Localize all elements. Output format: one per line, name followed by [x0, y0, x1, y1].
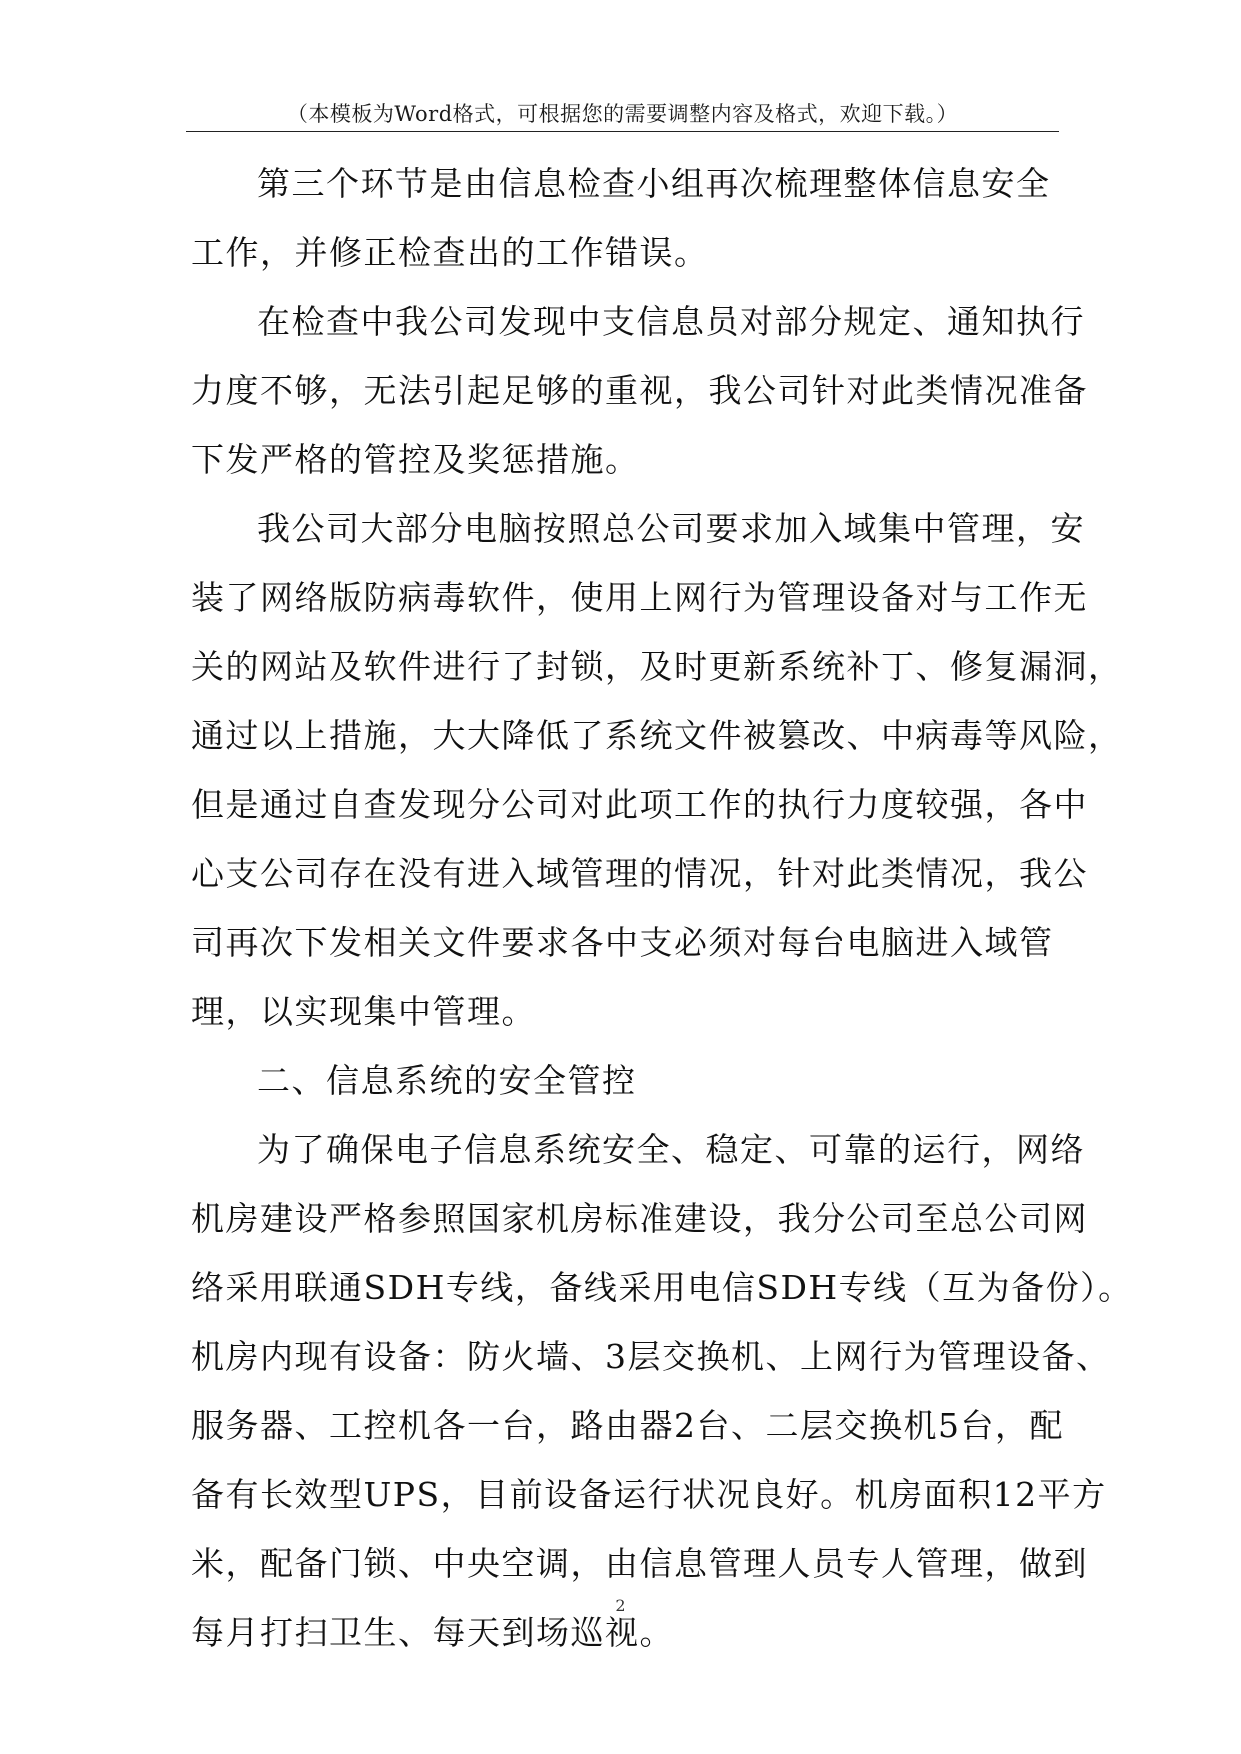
paragraph-line: 但是通过自查发现分公司对此项工作的执行力度较强，各中 — [191, 785, 1088, 824]
page-number: 2 — [615, 1596, 626, 1615]
paragraph-line: 机房建设严格参照国家机房标准建设，我分公司至总公司网 — [191, 1199, 1088, 1238]
section-heading: 二、信息系统的安全管控 — [257, 1061, 637, 1100]
paragraph-line: 第三个环节是由信息检查小组再次梳理整体信息安全 — [257, 164, 1051, 203]
paragraph-line: 我公司大部分电脑按照总公司要求加入域集中管理，安 — [257, 509, 1085, 548]
paragraph-line: 理，以实现集中管理。 — [191, 992, 536, 1031]
paragraph-line: 通过以上措施，大大降低了系统文件被篡改、中病毒等风险， — [191, 716, 1123, 755]
paragraph-line: 司再次下发相关文件要求各中支必须对每台电脑进入域管 — [191, 923, 1054, 962]
paragraph-line: 心支公司存在没有进入域管理的情况，针对此类情况，我公 — [191, 854, 1088, 893]
template-header-note: （本模板为Word格式，可根据您的需要调整内容及格式，欢迎下载。） — [286, 102, 959, 126]
paragraph-line: 下发严格的管控及奖惩措施。 — [191, 440, 640, 479]
paragraph-line: 装了网络版防病毒软件，使用上网行为管理设备对与工作无 — [191, 578, 1088, 617]
paragraph-line: 络采用联通SDH专线，备线采用电信SDH专线（互为备份）。 — [191, 1268, 1133, 1307]
paragraph-line: 每月打扫卫生、每天到场巡视。 — [191, 1613, 674, 1652]
paragraph-line: 备有长效型UPS，目前设备运行状况良好。机房面积12平方 — [191, 1475, 1107, 1514]
paragraph-line: 服务器、工控机各一台，路由器2台、二层交换机5台，配 — [191, 1406, 1064, 1445]
paragraph-line: 力度不够，无法引起足够的重视，我公司针对此类情况准备 — [191, 371, 1088, 410]
paragraph-line: 为了确保电子信息系统安全、稳定、可靠的运行，网络 — [257, 1130, 1085, 1169]
header-divider — [186, 131, 1059, 132]
paragraph-line: 工作，并修正检查出的工作错误。 — [191, 233, 709, 272]
document-body — [191, 160, 1133, 1678]
paragraph-line: 机房内现有设备：防火墙、3层交换机、上网行为管理设备、 — [191, 1337, 1111, 1376]
paragraph-line: 在检查中我公司发现中支信息员对部分规定、通知执行 — [257, 302, 1085, 341]
paragraph-line: 关的网站及软件进行了封锁，及时更新系统补丁、修复漏洞， — [191, 647, 1123, 686]
paragraph-line: 米，配备门锁、中央空调，由信息管理人员专人管理，做到 — [191, 1544, 1088, 1583]
